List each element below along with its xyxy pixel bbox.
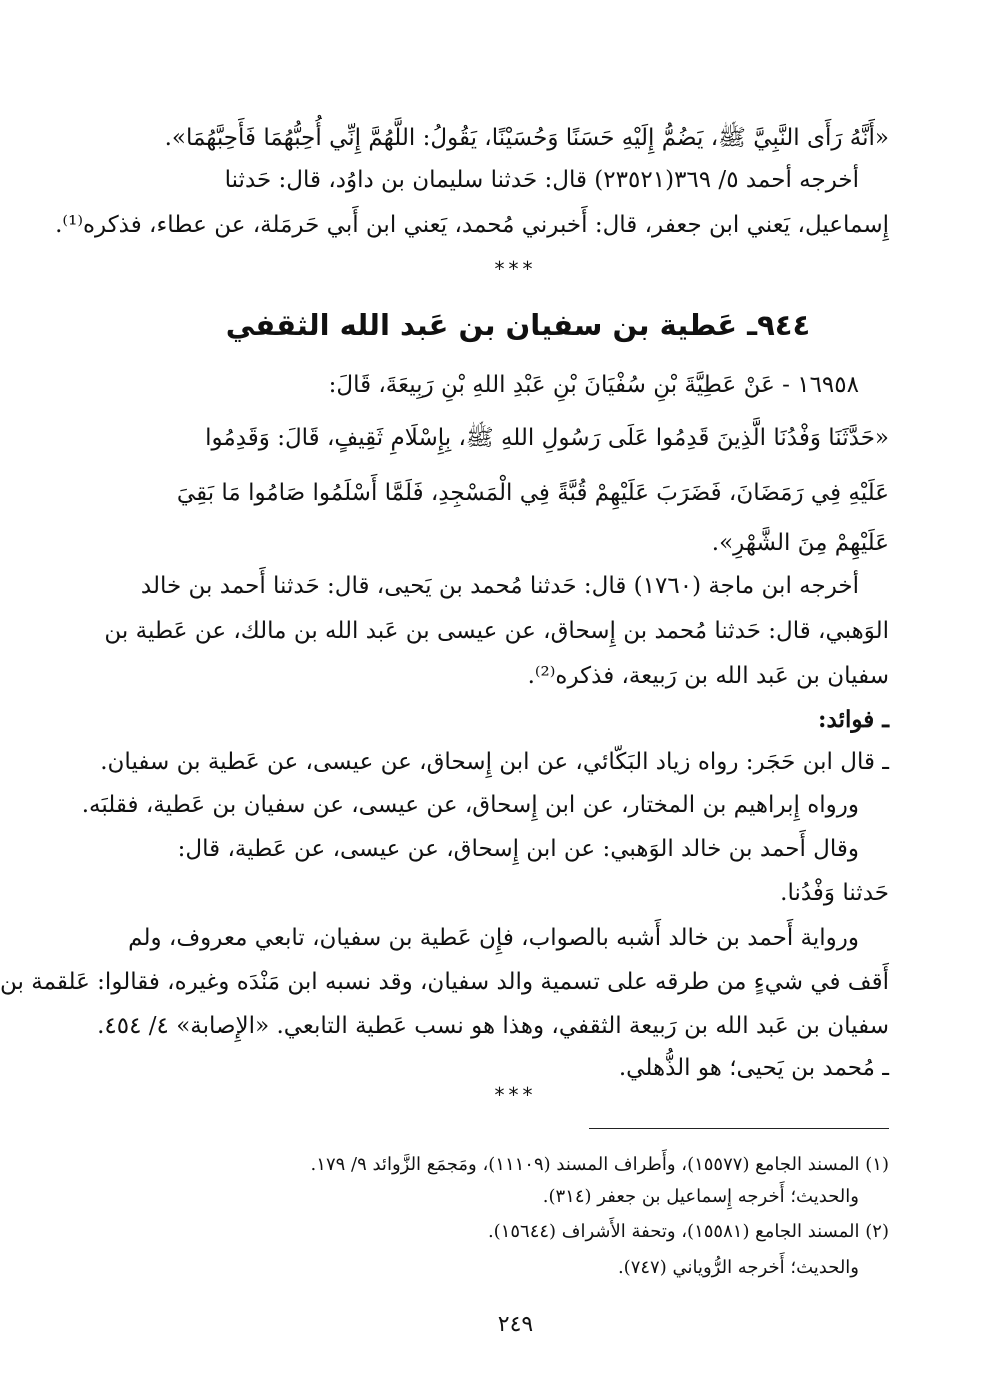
hadith-text-line: عَلَيْهِمْ مِنَ الشَّهْرِ». <box>711 530 889 556</box>
hadith-text-line: عَلَيْهِ فِي رَمَضَانَ، فَضَرَبَ عَلَيْهِمْ قُبَّةً فِي الْمَسْجِدِ، فَلَمَّا أَسْلَمُوا صَامُوا مَا بَقِيَ <box>176 480 889 506</box>
benefits-line: ورواية أَحمد بن خالد أَشبه بالصواب، فإِن عَطية بن سفيان، تابعي معروف، ولم <box>128 925 859 951</box>
chapter-heading: ٩٤٤ـ عَطية بن سفيان بن عَبد الله الثقفي <box>225 308 811 342</box>
footnote-divider <box>589 1128 889 1129</box>
benefits-line: ورواه إِبراهيم بن المختار، عن ابن إِسحاق، عن عيسى، عن سفيان بن عَطية، فقلبَه. <box>81 792 859 818</box>
page-number: ٢٤٩ <box>497 1312 534 1337</box>
takhrij-line: سفيان بن عَبد الله بن رَبيعة، فذكره⁽²⁾. <box>527 663 889 689</box>
takhrij-line: أخرجه أحمد ٥/ ٣٦٩(٢٣٥٢١) قال: حَدثنا سليمان بن داوُد، قال: حَدثنا <box>224 167 859 193</box>
footnote-line: والحديث؛ أَخرجه إِسماعيل بن جعفر (٣١٤). <box>542 1186 859 1207</box>
takhrij-line: إِسماعيل، يَعني ابن جعفر، قال: أَخبرني مُحمد، يَعني ابن أَبي حَرمَلة، عن عطاء، فذكره⁽¹⁾. <box>55 212 889 238</box>
benefits-line: سفيان بن عَبد الله بن رَبيعة الثقفي، وهذا هو نسب عَطية التابعي. «الإِصابة» ٤/ ٤٥٤. <box>97 1013 889 1039</box>
benefits-line: وقال أَحمد بن خالد الوَهبي: عن ابن إِسحاق، عن عيسى، عن عَطية، قال: <box>177 836 859 862</box>
benefits-line: ـ قال ابن حَجَر: رواه زياد البَكّائي، عن ابن إِسحاق، عن عيسى، عن عَطية بن سفيان. <box>100 749 889 775</box>
takhrij-line: أخرجه ابن ماجة (١٧٦٠) قال: حَدثنا مُحمد بن يَحيى، قال: حَدثنا أَحمد بن خالد <box>140 573 859 599</box>
benefits-line: ـ مُحمد بن يَحيى؛ هو الذُّهلي. <box>618 1055 889 1081</box>
benefits-heading: ـ فوائد: <box>818 706 889 733</box>
benefits-line: حَدثنا وَفْدُنا. <box>780 880 889 906</box>
footnote-line: (٢) المسند الجامع (١٥٥٨١)، وتحفة الأَشراف (١٥٦٤٤). <box>487 1221 889 1242</box>
section-separator-stars: *** <box>494 1083 537 1107</box>
section-separator-stars: *** <box>494 257 537 281</box>
hadith-text-line: «حَدَّثَنَا وَفْدُنَا الَّذِينَ قَدِمُوا عَلَى رَسُولِ اللهِ ﷺ، بِإِسْلَامِ ثَقِيفٍ، قَالَ: وَقَدِمُوا <box>205 425 889 451</box>
hadith-number-line: ١٦٩٥٨ - عَنْ عَطِيَّةَ بْنِ سُفْيَانَ بْنِ عَبْدِ اللهِ بْنِ رَبِيعَةَ، قَالَ: <box>328 372 859 398</box>
footnote-line: (١) المسند الجامع (١٥٥٧٧)، وأَطراف المسند (١١١٠٩)، ومَجمَع الزَّوائد ٩/ ١٧٩. <box>310 1154 889 1175</box>
takhrij-line: الوَهبي، قال: حَدثنا مُحمد بن إِسحاق، عن عيسى بن عَبد الله بن مالك، عن عَطية بن <box>104 618 889 644</box>
hadith-text-line: «أَنَّهُ رَأَى النَّبِيَّ ﷺ، يَضُمُّ إِلَيْهِ حَسَنًا وَحُسَيْنًا، يَقُولُ: اللَّهُمَّ إِنِّي أُحِبُّهُمَا فَأَحِبَّهُمَا». <box>164 125 889 151</box>
footnote-line: والحديث؛ أَخرجه الرُّوياني (٧٤٧). <box>617 1257 859 1278</box>
benefits-line: أَقف في شيءٍ من طرقه على تسمية والد سفيان، وقد نسبه ابن مَنْدَه وغيره، فقالوا: عَلقمة بن <box>0 969 889 995</box>
